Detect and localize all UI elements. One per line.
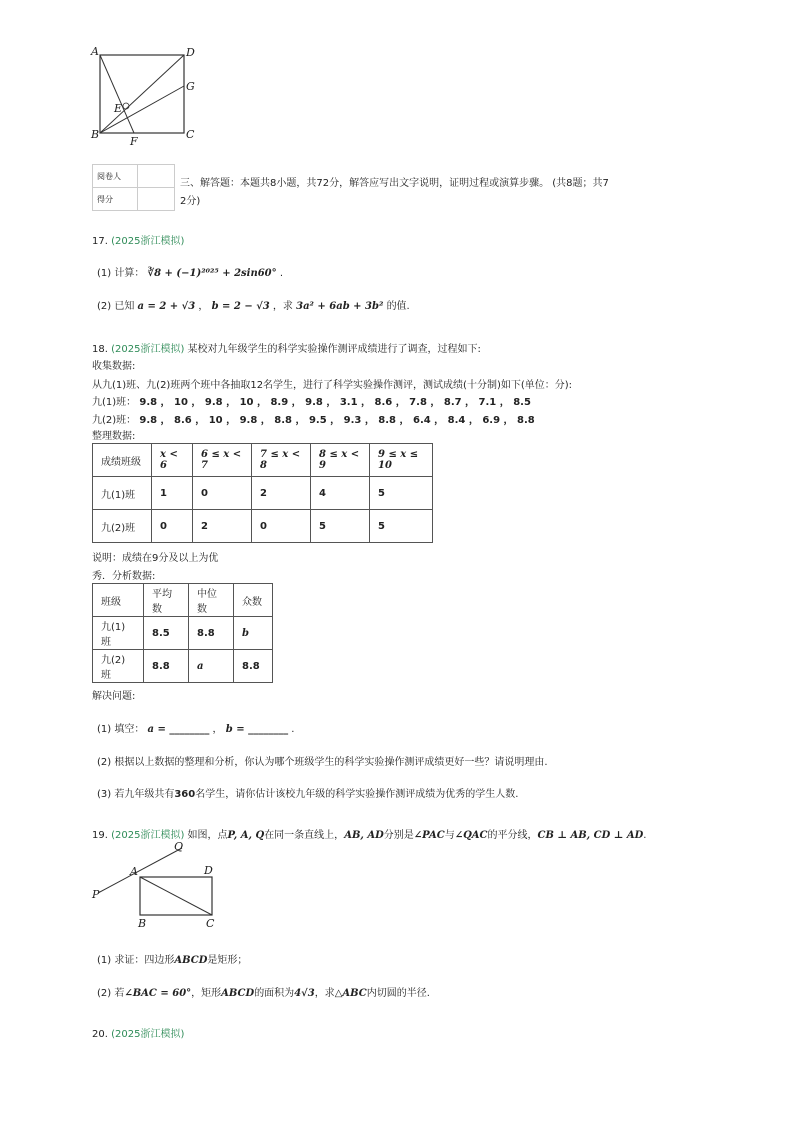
q18-class1-scores: 9.8 ， 10 ， 9.8 ， 10 ， 8.9 ， 9.8 ， 3.1 ， 8.6 ， 7.8 ， 8.7 ， 7.1 ， 8.5 (139, 397, 531, 408)
q18-class2-scores: 9.8 ， 8.6 ， 10 ， 9.8 ， 8.8 ， 9.5 ， 9.3 ， 8.8 ， 6.4 ， 8.4 ， 6.9 ， 8.8 (139, 415, 535, 426)
q18-part1-end: . (291, 724, 295, 735)
table-cell: a (189, 650, 234, 683)
q17-part1-math: ∛8 + (−1)²⁰²⁵ + 2sin60° (147, 268, 277, 279)
q19-math: ABCD (221, 988, 255, 999)
table-header: 班级 (93, 584, 144, 617)
label-A: A (130, 865, 138, 878)
table-cell: 8.5 (144, 617, 189, 650)
q20-header (92, 1025, 184, 1040)
table-row (93, 617, 273, 650)
q17-part2-end: 的值. (386, 301, 410, 312)
q18-part2: (2) 根据以上数据的整理和分析，你认为哪个班级学生的科学实验操作测评成绩更好一些？请说明理由. (97, 757, 548, 768)
q18-part1-prefix: (1) 填空： (97, 724, 145, 735)
q18-source: (2025浙江模拟) (111, 344, 185, 355)
q19-part1-post: 是矩形； (207, 955, 248, 966)
q18-class1 (92, 393, 531, 408)
table-cell: b (234, 617, 273, 650)
q19-text: 的平分线， (487, 830, 538, 841)
q17-part2 (97, 297, 410, 312)
q18-class2-label: 九(2)班： (92, 415, 137, 426)
table-row (93, 510, 433, 543)
label-B: B (91, 128, 100, 141)
label-Q: Q (174, 840, 184, 853)
q19-text: ，求 (314, 988, 335, 999)
table-row (93, 477, 433, 510)
q19-math: △ABC (334, 988, 367, 999)
q18-class2 (92, 411, 535, 426)
table-header: 平均数 (144, 584, 189, 617)
table-cell: 0 (193, 477, 252, 510)
q19-text: (2) 若 (97, 988, 125, 999)
table-cell: 4 (311, 477, 370, 510)
table-cell: 5 (370, 510, 433, 543)
table-cell: 2 (193, 510, 252, 543)
table-cell: 九(1)班 (93, 477, 152, 510)
q18-solve: 解决问题: (92, 691, 136, 702)
table-cell: 8.8 (234, 650, 273, 683)
label-F: F (130, 135, 138, 147)
q19-math: 4√3 (294, 988, 315, 999)
q17-number: 17. (92, 236, 108, 247)
analysis-table (92, 583, 273, 683)
q17-part2-prefix: (2) 已知 (97, 301, 135, 312)
q18-line1: 从九(1)班、九(2)班两个班中各抽取12名学生，进行了科学实验操作测评，测试成绩(十分制)如下(单位：分): (92, 380, 573, 391)
label-P: P (92, 888, 100, 901)
section3-title-cont: 2分) (180, 196, 201, 207)
q19-text: 在同一条直线上， (264, 830, 345, 841)
label-G: G (186, 80, 195, 93)
q18-blank-b: b = ________ (225, 724, 289, 735)
q19-part1 (97, 951, 247, 966)
table-cell: 2 (252, 477, 311, 510)
q19-text: 分别是 (383, 830, 414, 841)
q19-text: . (643, 830, 647, 841)
q19-part1-math: ABCD (174, 955, 208, 966)
label-C: C (206, 917, 215, 930)
q19-text: 的面积为 (254, 988, 295, 999)
q18-part3-post: 名学生，请你估计该校九年级的科学实验操作测评成绩为优秀的学生人数. (195, 789, 519, 800)
label-E: E (114, 102, 123, 115)
label-B: B (138, 917, 147, 930)
label-C: C (186, 128, 195, 141)
q17-part2-expr: 3a² + 6ab + 3b² (296, 301, 384, 312)
table-cell: 5 (311, 510, 370, 543)
q19-math: ∠BAC = 60° (124, 988, 192, 999)
grader-box (92, 164, 175, 211)
table-cell: 8.8 (144, 650, 189, 683)
q18-note1: 说明：成绩在9分及以上为优 (92, 553, 219, 564)
q17-header (92, 232, 184, 247)
square-figure (88, 42, 203, 147)
table-header: 众数 (234, 584, 273, 617)
q19-text: 与 (444, 830, 455, 841)
table-header: x < 6 (152, 444, 193, 477)
table-row (93, 650, 273, 683)
table-cell: 九(1)班 (93, 617, 144, 650)
q19-part2 (97, 984, 430, 999)
q18-organize: 整理数据: (92, 431, 136, 442)
table-row (93, 584, 273, 617)
table-cell: 1 (152, 477, 193, 510)
table-cell: 九(2)班 (93, 510, 152, 543)
q19-text: 如图，点 (187, 830, 228, 841)
label-D: D (204, 864, 213, 877)
table-cell: 0 (252, 510, 311, 543)
q17-part2-ask: ，求 (272, 301, 293, 312)
q19-text: 内切圆的半径. (366, 988, 430, 999)
table-header: 9 ≤ x ≤ 10 (370, 444, 433, 477)
score-label: 得分 (93, 188, 138, 211)
q18-part3-prefix: (3) 若九年级共有 (97, 789, 175, 800)
q19-math: AB, AD (344, 830, 384, 841)
q19-math: P, A, Q (227, 830, 265, 841)
table-header: 成绩班级 (93, 444, 152, 477)
table-cell: 8.8 (189, 617, 234, 650)
table-cell: 5 (370, 477, 433, 510)
q17-part2-a: a = 2 + √3 (137, 301, 196, 312)
q19-math: CB ⊥ AB, CD ⊥ AD (537, 830, 644, 841)
section3-title: 三、解答题：本题共8小题，共72分，解答应写出文字说明，证明过程或演算步骤。 (共8题；共7 (180, 178, 609, 189)
table-cell: 九(2)班 (93, 650, 144, 683)
table-row (93, 444, 433, 477)
q17-part2-sep: ， (198, 301, 209, 312)
q18-collect: 收集数据: (92, 361, 136, 372)
q18-blank-a: a = ________ (147, 724, 210, 735)
q17-part1 (97, 264, 283, 279)
q19-number: 19. (92, 830, 108, 841)
q19-text: ，矩形 (191, 988, 222, 999)
q18-part3-num: 360 (174, 789, 196, 800)
frequency-table (92, 443, 433, 543)
label-D: D (186, 46, 195, 59)
q18-part1 (97, 720, 294, 735)
q19-math: ∠PAC (413, 830, 445, 841)
table-cell: 0 (152, 510, 193, 543)
q17-source: (2025浙江模拟) (111, 236, 185, 247)
q17-part1-prefix: (1) 计算： (97, 268, 145, 279)
q19-source: (2025浙江模拟) (111, 830, 185, 841)
q18-header (92, 340, 481, 355)
rectangle-figure (88, 838, 228, 933)
q19-math: ∠QAC (454, 830, 488, 841)
q18-part3 (97, 785, 518, 800)
q18-intro: 某校对九年级学生的科学实验操作测评成绩进行了调查，过程如下: (187, 344, 481, 355)
q18-note2: 秀．分析数据: (92, 571, 156, 582)
q18-class1-label: 九(1)班： (92, 397, 137, 408)
table-header: 6 ≤ x < 7 (193, 444, 252, 477)
table-header: 7 ≤ x < 8 (252, 444, 311, 477)
q18-number: 18. (92, 344, 108, 355)
q20-number: 20. (92, 1029, 108, 1040)
table-header: 中位数 (189, 584, 234, 617)
grader-label: 阅卷人 (93, 165, 138, 188)
q19-part1-prefix: (1) 求证：四边形 (97, 955, 175, 966)
q20-source: (2025浙江模拟) (111, 1029, 185, 1040)
q18-part1-sep: ， (212, 724, 223, 735)
table-header: 8 ≤ x < 9 (311, 444, 370, 477)
label-A: A (91, 45, 99, 58)
q17-part2-b: b = 2 − √3 (211, 301, 270, 312)
q17-part1-end: . (279, 268, 284, 279)
